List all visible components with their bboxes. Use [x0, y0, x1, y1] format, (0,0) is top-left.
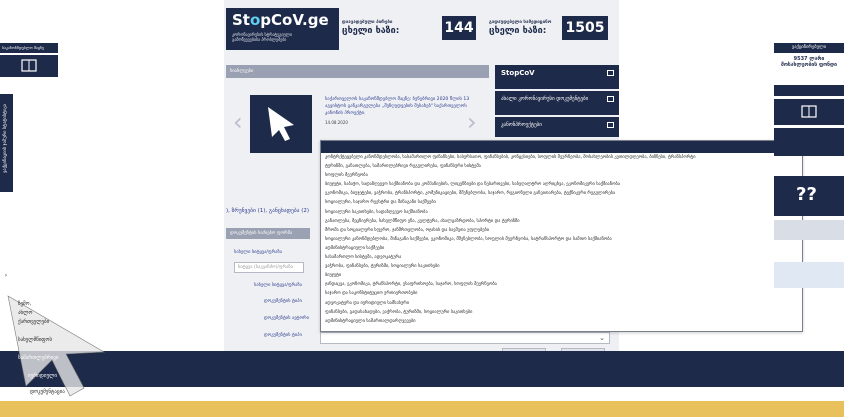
right-widget-vaccinated[interactable]	[774, 43, 844, 68]
form-label-name: სახელი სიტყვა/ფრაზა	[234, 250, 283, 255]
right-banner-4[interactable]	[774, 262, 844, 288]
form-label-a: სახელი სიტყვა/ფრაზა	[254, 283, 303, 288]
folder-icon	[607, 70, 614, 76]
news-title[interactable]: საქართველოს საკანონმდებლო მაცნე: ბუნებრივი 2020 წლის 13 აგვისტოს განკარგულება „შეზღუდვების შესახებ" საქართველოს კანონის პროექტი.	[325, 97, 470, 116]
folder-icon	[607, 96, 614, 102]
side-menu-item-documents[interactable]	[495, 91, 619, 115]
dropdown-option[interactable]: ფინანსები, გადასახადები, ვაჭრობა, ტურიზმი, სოციალური საკითხები	[325, 309, 473, 315]
chevron-right-icon[interactable]: ›	[467, 108, 477, 136]
dropdown-option[interactable]: განათლება, მეცნიერება, სახელმწიფო ენა, კულტურა, ახალგაზრდობა, სპორტი და ტურიზმი	[325, 218, 520, 224]
hotline2-number[interactable]: 1505	[562, 16, 608, 40]
hotline2-label-top: გადაუდებელი სამედიცინო	[489, 20, 552, 25]
right-widget-count: 9537 ლარი	[793, 56, 825, 62]
dropdown-option[interactable]: ადმინისტრაციული საქმეები	[325, 245, 385, 251]
news-image[interactable]	[250, 95, 312, 153]
footer-bar	[0, 351, 844, 387]
dropdown-option[interactable]: სასამართლო სისტემა, ადვოკატურა	[325, 255, 402, 261]
form-label-c: დოკუმენტის ავტორი	[264, 316, 309, 321]
hotline1-number[interactable]: 144	[442, 16, 476, 40]
dropdown-option[interactable]: შრომა და სოციალური სფერო, ჯანმრთელობა, ოჯახის და ბავშვთა უფლებები	[325, 227, 490, 233]
right-banner-book[interactable]	[774, 99, 844, 125]
document-type-select[interactable]	[320, 332, 610, 344]
dropdown-option[interactable]: სოფლის მეურნეობა	[325, 173, 368, 179]
book-icon	[774, 99, 844, 125]
dropdown-option[interactable]: ეკონომიკა, ბიუჯეტები, ვაჭრობა, ტრანსპორტი, კომუნიკაციები, მშენებლობა, საჯარო, რეგიონული განვითარება, ტექნიკური რეგულირება	[325, 191, 616, 197]
chevron-down-icon: ⌄	[599, 334, 605, 342]
dropdown-option[interactable]: სოციალური, საჯარო რეესტრი და შინაგანი საქმეები	[325, 200, 436, 206]
cursor-overlay	[0, 292, 112, 402]
right-widget-subtext: მოსახლეობის ფონდი	[781, 62, 837, 68]
right-widget-title: ვაქცინირებული	[774, 43, 844, 53]
right-banner-1[interactable]	[774, 85, 844, 96]
vertical-tab-vaccination[interactable]	[0, 94, 13, 279]
cursor-pen-icon	[250, 95, 312, 153]
dropdown-option[interactable]: ტურიზმი, განათლება, სამართლებრივი რეგულირება, ფინანსური სისტემა	[325, 164, 481, 170]
hotline1-label: ცხელი ხაზი:	[342, 26, 400, 36]
category-links[interactable]: ), ზრუნვები (1), განცხადება (2)	[226, 208, 310, 214]
dropdown-option[interactable]: ბიუჯეტი	[325, 273, 342, 279]
form-label-d: დოკუმენტის ტიპი	[264, 333, 302, 338]
dropdown-option[interactable]: ადვოკატურა და იურიდიული სამსახური	[325, 300, 410, 306]
dropdown-option[interactable]: სოციალური კანონმდებლობა, შინაგანი საქმეები, ეკონომიკა, მშენებლობა, სოფლის მეურნეობა, სატრანსპორტო და სამთო საქმიანობა	[325, 236, 612, 242]
side-menu-brand[interactable]	[495, 65, 619, 89]
vertical-tab-label: ვაქცინაციის ჯამური სტატისტიკა	[3, 104, 8, 173]
cursor-text-6: დოკუმენტაცია	[30, 389, 65, 395]
dropdown-option[interactable]: სოციალური საკითხები, სადაზღვევო საქმიანობა	[325, 209, 428, 215]
stopcov-logo[interactable]	[226, 8, 339, 50]
footer-gold-strip	[0, 401, 844, 417]
question-mark-text: ??	[796, 184, 817, 205]
hotline2-label: ცხელი ხაზი:	[489, 26, 547, 36]
dropdown-header	[321, 141, 802, 153]
right-banner-2[interactable]	[774, 128, 844, 156]
search-input[interactable]: სიტყვა (საკვანძო)/ფრაზა	[234, 262, 304, 273]
logo-text: StopCoV.ge	[232, 11, 329, 29]
book-icon	[0, 55, 58, 77]
dropdown-option[interactable]: კონტრქტეყებელი კანონმდებლობა, სასამართლო ფინანსები, სასურსათო, ფინანსების, კონცესიები, სოფლის მეურნეობა, მოსახლეობის კეთილდღეობა, ბიზნესი, ტრანსპორტი	[325, 155, 696, 160]
left-widget-book[interactable]	[0, 55, 58, 77]
cursor-text-1: ახლო	[18, 310, 33, 316]
right-banner-3[interactable]	[774, 220, 844, 240]
side-menu-brand-label: StopCoV	[501, 69, 535, 77]
dropdown-option[interactable]: ჯანდაცვა, ეკონომიკა, ტრანსპორტი, უსაფრთხოება, საჯარო, სოფლის მეურნეობა	[325, 282, 497, 288]
cursor-arrow-icon	[0, 292, 112, 402]
dropdown-options	[321, 153, 802, 326]
search-form-header: დოკუმენტის საძიებო ფორმა	[226, 228, 310, 239]
logo-subtitle: კორონავირუსის სტრატეგიული გამოწვევებისა პრობლემები	[232, 32, 292, 42]
dropdown-option[interactable]: საჯარო და საკონსტიტუციო ურთიერთობები	[325, 291, 418, 297]
category-dropdown-list[interactable]	[320, 140, 803, 332]
left-widget-title[interactable]: საკანონმდებლო მაცნე	[0, 43, 58, 53]
side-menu-item-bills-label: კანონპროექტები	[501, 122, 542, 128]
cursor-text-2: ქართველები	[18, 319, 50, 325]
folder-icon	[607, 122, 614, 128]
chevron-left-icon[interactable]: ‹	[233, 108, 243, 136]
dropdown-option[interactable]: ვაჭრობა, ფინანსები, ტურიზმი, სოციალური საკითხები	[325, 264, 440, 270]
right-banner-question[interactable]	[774, 176, 844, 216]
form-label-b: დოკუმენტის ტიპი	[264, 299, 302, 304]
news-date: 14.08.2020	[325, 120, 348, 125]
cursor-text-5: იურიდიული	[28, 373, 57, 379]
dropdown-option[interactable]: ადმინისტრაციული სამართალდარღვევები	[325, 318, 416, 324]
cursor-text-3: სახელმწიფოს	[18, 337, 53, 343]
news-section-bar: სიახლეები	[226, 65, 489, 78]
cursor-text-0: ზემო,	[18, 301, 32, 307]
dropdown-option[interactable]: ბიუჯეტი, საბაჟო, სადაზღვევო საქმიანობა და კომპანიების, ლიცენზიები და ნებართვები, საბუღალტრო აღრიცხვა, ეკონომიკური საქმიანობა	[325, 182, 621, 188]
cursor-text-4: სამართლებრივი	[18, 355, 59, 361]
hotline1-label-top: დაავადებული პირები	[342, 20, 393, 25]
side-menu-item-documents-label: ახალი კორონავირუსი დოკუმენტები	[501, 96, 589, 102]
chevron-right-icon: ›	[2, 272, 10, 280]
side-menu-item-bills[interactable]	[495, 117, 619, 137]
